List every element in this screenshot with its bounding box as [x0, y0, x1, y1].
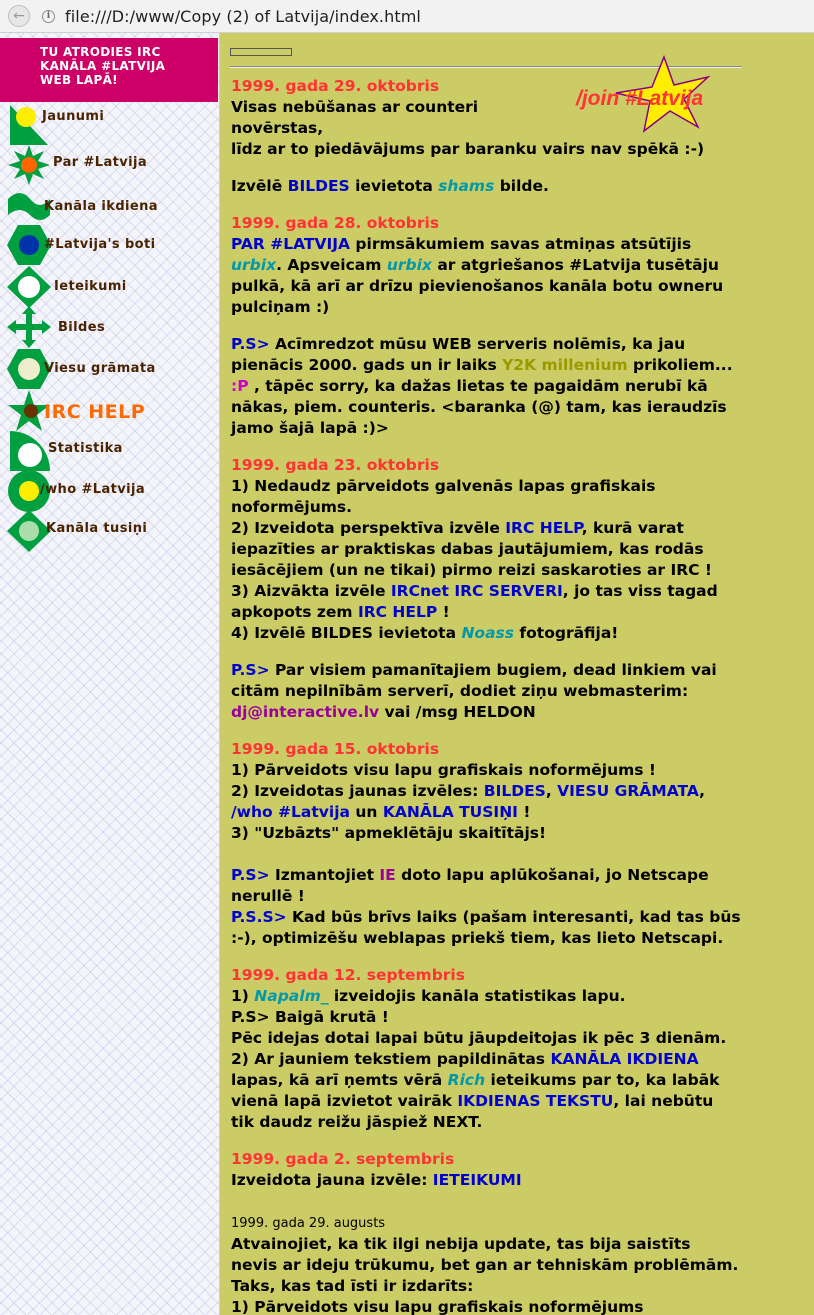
entry-text-part: 1)	[231, 987, 255, 1005]
entry-text-line: 1) Pārveidots visu lapu grafiskais noformējums !	[231, 761, 656, 779]
entry-text-part: , lai nebūtu tik daudz reižu jāspiež NEXT.	[231, 1092, 714, 1131]
menu-item-kanala-ikdiena[interactable]	[0, 185, 218, 225]
smiley-text: :P	[231, 377, 249, 395]
entry-date: 1999. gada 2. septembris	[231, 1150, 455, 1168]
bildes-link[interactable]: BILDES	[287, 177, 350, 195]
banner-line: TU ATRODIES IRC	[40, 45, 161, 59]
entry-text-part: prikoliem...	[627, 356, 733, 374]
news-entry	[231, 965, 741, 1133]
bildes-link[interactable]: BILDES	[483, 782, 546, 800]
spacer	[231, 844, 741, 865]
banner-line: WEB LAPĀ!	[40, 73, 118, 87]
menu-item-par-latvija[interactable]	[0, 143, 218, 183]
email-link[interactable]: dj@interactive.lv	[231, 703, 380, 721]
entry-text-line: P.S> Baigā krutā !	[231, 1008, 389, 1026]
entry-date: 1999. gada 29. augusts	[231, 1216, 386, 1231]
menu-label: Viesu grāmata	[44, 361, 156, 376]
menu-item-jaunumi[interactable]	[0, 103, 218, 143]
browser-toolbar	[0, 0, 814, 33]
entry-text-part: , kurā varat iepazīties ar praktiskas dabas jautājumiem, kas rodās iesācējiem (un ne tikai) pirmo reizi saskaroties ar IRC !	[231, 519, 712, 579]
entry-text-part: . Apsveicam	[276, 256, 387, 274]
left-nav-frame	[0, 33, 220, 1315]
entry-text-line: Atvainojiet, ka tik ilgi nebija update, tas bija saistīts nevis ar ideju trūkumu, bet gan ar tehniskām problēmām.	[231, 1235, 739, 1274]
menu-label: Kanāla ikdiena	[44, 199, 158, 214]
irc-help-link[interactable]: IRC HELP	[357, 603, 438, 621]
menu-label: /who #Latvija	[40, 482, 145, 497]
menu-label: IRC HELP	[44, 401, 146, 423]
entry-text-part: izveidojis kanāla statistikas lapu.	[328, 987, 626, 1005]
entry-date: 1999. gada 15. oktobris	[231, 740, 440, 758]
news-entry	[231, 1213, 741, 1315]
viesu-gramata-link[interactable]: VIESU GRĀMATA	[557, 782, 700, 800]
entry-text	[231, 176, 741, 197]
entry-text-part: Kad būs brīvs laiks (pašam interesanti, kad tas būs :-), optimizēšu weblapas priekš tiem, kas lieto Netscapi.	[231, 908, 741, 947]
cross-arrows-icon	[6, 305, 52, 349]
pss-label: P.S.S>	[231, 908, 287, 926]
pie-segment-icon	[6, 429, 52, 473]
entry-text-line: Pēc idejas dotai lapai būtu jāupdeitojas ik pēc 3 dienām.	[231, 1029, 727, 1047]
menu-label: Bildes	[58, 320, 106, 335]
ps-label: P.S>	[231, 661, 270, 679]
entry-text-part: , tāpēc sorry, ka dažas lietas te pagaidām nerubī kā nākas, piem. counteris. <baranka (@) tam, kas ieraudzīs jamo šajā lapā :)>	[231, 377, 727, 437]
entry-text-part: 2) Ar jauniem tekstiem papildinātas	[231, 1050, 551, 1068]
starburst-icon	[6, 143, 52, 187]
entry-date: 1999. gada 12. septembris	[231, 966, 465, 984]
entry-text-part: 4) Izvēlē BILDES ievietota	[231, 624, 462, 642]
entry-text-part: !	[517, 803, 531, 821]
entry-date: 1999. gada 29. oktobris	[231, 77, 440, 95]
y2k-text: Y2K millenium	[502, 356, 628, 374]
ie-text: IE	[379, 866, 396, 884]
user-link-urbix[interactable]: urbix	[231, 256, 277, 274]
entry-text-part: Izvēlē	[231, 177, 288, 195]
entry-text	[231, 334, 741, 439]
news-entry	[231, 455, 741, 723]
entry-text-line: novērstas,	[231, 119, 324, 137]
main-content-frame	[220, 33, 814, 1315]
entry-text	[231, 476, 741, 644]
entry-text-part: 2) Izveidota perspektīva izvēle	[231, 519, 506, 537]
entry-text-part: pirmsākumiem savas atmiņas atsūtījis	[350, 235, 692, 253]
user-link-rich[interactable]: Rich	[447, 1071, 486, 1089]
entry-text-part: ,	[545, 782, 558, 800]
entry-date: 1999. gada 23. oktobris	[231, 456, 440, 474]
entry-text-part: un	[349, 803, 383, 821]
entry-text-line: 3) "Uzbāzts" apmeklētāju skaitītājs!	[231, 824, 547, 842]
news-entry	[231, 76, 741, 197]
entry-text-part: Par visiem pamanītajiem bugiem, dead linkiem vai citām nepilnībām serverī, dodiet ziņu webmasterim:	[231, 661, 717, 700]
entry-text	[231, 1170, 741, 1191]
menu-item-latvija-boti[interactable]	[0, 223, 218, 263]
user-link-urbix[interactable]: urbix	[386, 256, 432, 274]
entry-text-part: ,	[699, 782, 706, 800]
entry-text-part: Izmantojiet	[269, 866, 380, 884]
news-entry	[231, 1149, 741, 1191]
user-link-shams[interactable]: shams	[438, 177, 495, 195]
ikdienas-teksti-link[interactable]: IKDIENAS TEKSTU	[457, 1092, 614, 1110]
entry-text-part: lapas, kā arī ņemts vērā	[231, 1071, 448, 1089]
entry-text	[231, 986, 741, 1133]
kanala-tusini-link[interactable]: KANĀLA TUSIŅI	[382, 803, 518, 821]
menu-label: Statistika	[48, 441, 123, 456]
entry-date: 1999. gada 28. oktobris	[231, 214, 440, 232]
logo-text: /join #Latvija	[576, 87, 704, 110]
menu-item-who-latvija[interactable]	[0, 469, 218, 509]
kanala-ikdiena-link[interactable]: KANĀLA IKDIENA	[550, 1050, 699, 1068]
back-arrow-icon[interactable]: ←	[8, 5, 30, 27]
top-spacer-bar	[230, 48, 292, 56]
user-link-napalm[interactable]: Napalm_	[254, 987, 329, 1005]
ps-label: P.S>	[231, 866, 270, 884]
entry-text-part: fotogrāfija!	[514, 624, 619, 642]
entry-text	[231, 760, 741, 844]
user-link-noass[interactable]: Noass	[461, 624, 514, 642]
menu-item-ieteikumi[interactable]	[0, 265, 218, 305]
entry-text-part: vai /msg HELDON	[379, 703, 536, 721]
banner-line: KANĀLA #LATVIJA	[40, 59, 166, 73]
nav-banner	[0, 38, 218, 102]
entry-text-line: līdz ar to piedāvājums par baranku vairs nav spēkā :-)	[231, 140, 705, 158]
entry-text-part: Acīmredzot mūsu WEB serveris nolēmis, ka jau pienācis 2000. gads un ir laiks	[231, 335, 686, 374]
news-entry	[231, 739, 741, 949]
menu-item-irc-help[interactable]	[0, 389, 218, 429]
info-icon[interactable]: i	[42, 10, 55, 23]
news-entry	[231, 213, 741, 439]
who-latvija-link[interactable]: /who #Latvija	[231, 803, 350, 821]
diamond-icon	[6, 265, 52, 309]
entry-text-line: Taks, kas tad īsti ir izdarīts:	[231, 1277, 474, 1295]
entry-text-part: ar atgriešanos #Latvija tusētāju pulkā, kā arī ar drīzu pievienošanos kanāla botu owneru pulciņam :)	[231, 256, 724, 316]
menu-item-statistika[interactable]	[0, 429, 218, 469]
menu-item-viesu-gramata[interactable]	[0, 347, 218, 387]
entry-text-part: doto lapu aplūkošanai, jo Netscape nerullē !	[231, 866, 709, 905]
ircnet-servers-link[interactable]: IRCnet IRC SERVERI	[390, 582, 563, 600]
menu-label: Jaunumi	[42, 109, 105, 124]
news-content	[231, 76, 741, 1315]
menu-label: #Latvija's boti	[44, 237, 156, 252]
entry-text	[231, 865, 741, 949]
menu-label: Ieteikumi	[54, 279, 127, 294]
entry-text-part: ieteikums par to, ka labāk vienā lapā izvietot vairāk	[231, 1071, 720, 1110]
entry-text-part: bilde.	[494, 177, 549, 195]
entry-text	[231, 97, 741, 160]
entry-text	[231, 1234, 741, 1315]
menu-item-bildes[interactable]	[0, 305, 218, 345]
entry-text-part: !	[437, 603, 450, 621]
menu-label: Kanāla tusiņi	[46, 521, 148, 536]
entry-text-part: Izveidota jauna izvēle:	[231, 1171, 433, 1189]
ps-label: P.S>	[231, 335, 270, 353]
entry-text	[231, 660, 741, 723]
entry-text	[231, 234, 741, 318]
entry-text-part: 2) Izveidotas jaunas izvēles:	[231, 782, 484, 800]
entry-text-line: 1) Pārveidots visu lapu grafiskais noformējums	[231, 1298, 644, 1315]
menu-item-kanala-tusini[interactable]	[0, 509, 218, 549]
ieteikumi-link[interactable]: IETEIKUMI	[432, 1171, 522, 1189]
entry-text-part: , jo tas viss tagad apkopots zem	[231, 582, 718, 621]
menu-label: Par #Latvija	[53, 155, 148, 170]
entry-text-part: 3) Aizvākta izvēle	[231, 582, 391, 600]
irc-help-link[interactable]: IRC HELP	[505, 519, 582, 537]
address-bar[interactable]: file:///D:/www/Copy (2) of Latvija/index.html	[65, 6, 421, 26]
entry-text-line: Visas nebūšanas ar counteri	[231, 98, 479, 116]
entry-text-line: 1) Nedaudz pārveidots galvenās lapas grafiskais noformējums.	[231, 477, 656, 516]
entry-text-part: ievietota	[349, 177, 439, 195]
par-latvija-link[interactable]: PAR #LATVIJA	[231, 235, 351, 253]
